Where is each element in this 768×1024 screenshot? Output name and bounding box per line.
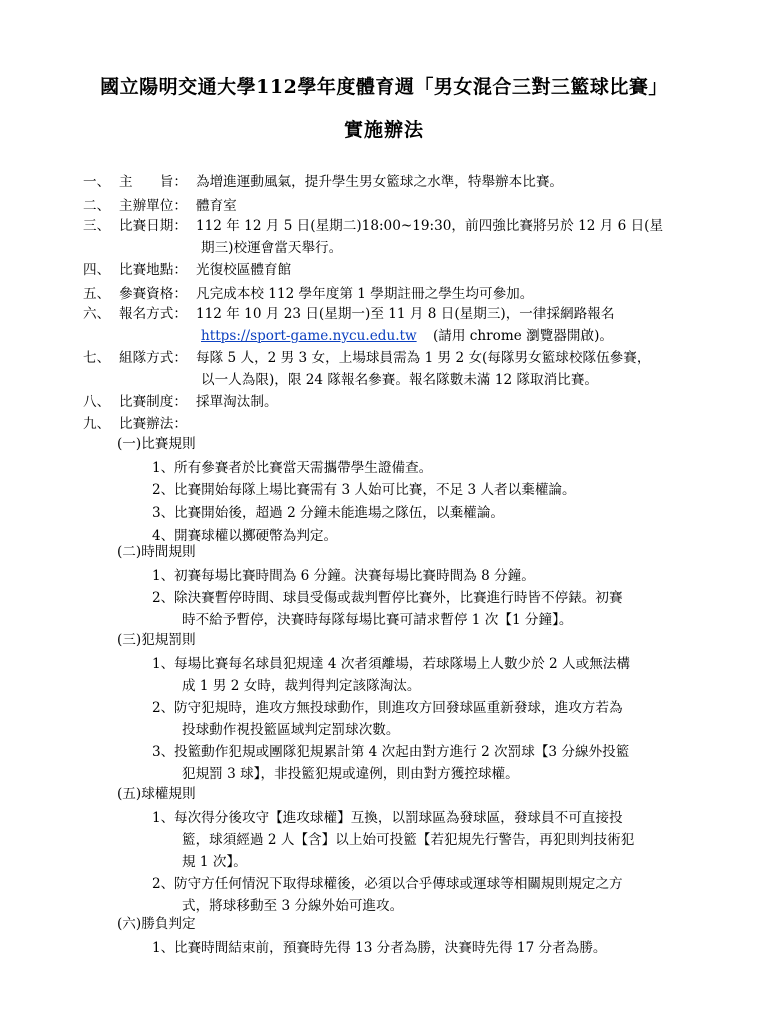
item-text: 以一人為限)，限 24 隊報名參賽。報名隊數未滿 12 隊取消比賽。	[201, 372, 599, 388]
page-subtitle: 實施辦法	[343, 119, 424, 141]
item-number: 九、	[83, 416, 111, 432]
rule-text: 時不給予暫停，決賽時每隊每場比賽可請求暫停 1 次【1 分鐘】。	[182, 612, 573, 628]
section-heading: (三)犯規罰則	[117, 632, 196, 648]
item-text: 體育室	[196, 198, 237, 214]
item-number: 四、	[83, 262, 111, 278]
section-heading: (五)球權規則	[117, 786, 196, 802]
item-text: 為增進運動風氣，提升學生男女籃球之水準，特舉辦本比賽。	[196, 174, 564, 190]
rule-text: 式，將球移動至 3 分線外始可進攻。	[182, 898, 404, 914]
rule-number: 2、	[152, 590, 175, 606]
rule-number: 1、	[152, 940, 175, 956]
rule-number: 1、	[152, 460, 175, 476]
registration-link[interactable]: https://sport-game.nycu.edu.tw	[201, 328, 417, 344]
rule-number: 2、	[152, 876, 175, 892]
rule-number: 4、	[152, 528, 175, 544]
item-number: 八、	[83, 394, 111, 410]
item-text: 採單淘汰制。	[196, 394, 278, 410]
item-text: 期三)校運會當天舉行。	[201, 240, 343, 256]
rule-text: 防守方任何情況下取得球權後，必須以合乎傳球或運球等相關規則規定之方	[174, 876, 623, 892]
item-label: 比賽地點：	[119, 262, 187, 278]
item-label: 比賽日期：	[119, 218, 187, 234]
item-label: 組隊方式：	[119, 350, 187, 366]
rule-number: 1、	[152, 810, 175, 826]
page-title: 國立陽明交通大學112學年度體育週「男女混合三對三籃球比賽」	[100, 76, 668, 98]
rule-text: 每場比賽每名球員犯規達 4 次者須離場，若球隊場上人數少於 2 人或無法構	[174, 656, 630, 672]
rule-text: 防守犯規時，進攻方無投球動作，則進攻方回發球區重新發球，進攻方若為	[174, 700, 623, 716]
item-label: 參賽資格：	[119, 286, 187, 302]
item-text: 光復校區體育館	[196, 262, 292, 278]
rule-text: 投籃動作犯規或團隊犯規累計第 4 次起由對方進行 2 次罰球【3 分線外投籃	[174, 744, 630, 760]
link-suffix: (請用 chrome 瀏覽器開啟)。	[433, 328, 613, 344]
rule-number: 3、	[152, 744, 175, 760]
section-heading: (二)時間規則	[117, 544, 196, 560]
rule-text: 投球動作視投籃區域判定罰球次數。	[182, 722, 400, 738]
item-label: 主 旨：	[119, 174, 187, 190]
rule-text: 犯規罰 3 球】，非投籃犯規或違例，則由對方獲控球權。	[182, 766, 519, 782]
item-number: 三、	[83, 218, 111, 234]
item-number: 二、	[83, 198, 111, 214]
item-number: 一、	[83, 174, 111, 190]
rule-number: 3、	[152, 505, 175, 521]
item-text: 凡完成本校 112 學年度第 1 學期註冊之學生均可參加。	[196, 286, 534, 302]
item-label: 比賽制度：	[119, 394, 187, 410]
rule-text: 除決賽暫停時間、球員受傷或裁判暫停比賽外，比賽進行時皆不停錶。初賽	[174, 590, 623, 606]
rule-text: 規 1 次】。	[182, 854, 247, 870]
rule-text: 每次得分後攻守【進攻球權】互換，以罰球區為發球區，發球員不可直接投	[174, 810, 623, 826]
rule-text: 初賽每場比賽時間為 6 分鐘。決賽每場比賽時間為 8 分鐘。	[174, 568, 535, 584]
item-number: 六、	[83, 306, 111, 322]
section-heading: (一)比賽規則	[117, 436, 196, 452]
rule-number: 2、	[152, 482, 175, 498]
rule-number: 1、	[152, 656, 175, 672]
rule-number: 2、	[152, 700, 175, 716]
rule-text: 籃，球須經過 2 人【含】以上始可投籃【若犯規先行警告，再犯則判技術犯	[182, 832, 635, 848]
item-label: 主辦單位：	[119, 198, 187, 214]
item-text: 每隊 5 人，2 男 3 女，上場球員需為 1 男 2 女(每隊男女籃球校隊伍參賽，	[196, 350, 651, 366]
item-label: 比賽辦法：	[119, 416, 187, 432]
section-heading: (六)勝負判定	[117, 916, 196, 932]
item-label: 報名方式：	[119, 306, 187, 322]
rule-number: 1、	[152, 568, 175, 584]
rule-text: 所有參賽者於比賽當天需攜帶學生證備查。	[174, 460, 433, 476]
rule-text: 比賽開始每隊上場比賽需有 3 人始可比賽，不足 3 人者以棄權論。	[174, 482, 576, 498]
item-number: 七、	[83, 350, 111, 366]
item-text: 112 年 12 月 5 日(星期二)18:00~19:30，前四強比賽將另於 12 月 6 日(星	[196, 218, 664, 234]
rule-text: 比賽時間結束前，預賽時先得 13 分者為勝，決賽時先得 17 分者為勝。	[174, 940, 607, 956]
item-number: 五、	[83, 286, 111, 302]
rule-text: 成 1 男 2 女時，裁判得判定該隊淘汰。	[182, 678, 421, 694]
rule-text: 比賽開始後，超過 2 分鐘未能進場之隊伍，以棄權論。	[174, 505, 504, 521]
rule-text: 開賽球權以擲硬幣為判定。	[174, 528, 338, 544]
item-text: 112 年 10 月 23 日(星期一)至 11 月 8 日(星期三)，一律採網路報名	[196, 306, 615, 322]
